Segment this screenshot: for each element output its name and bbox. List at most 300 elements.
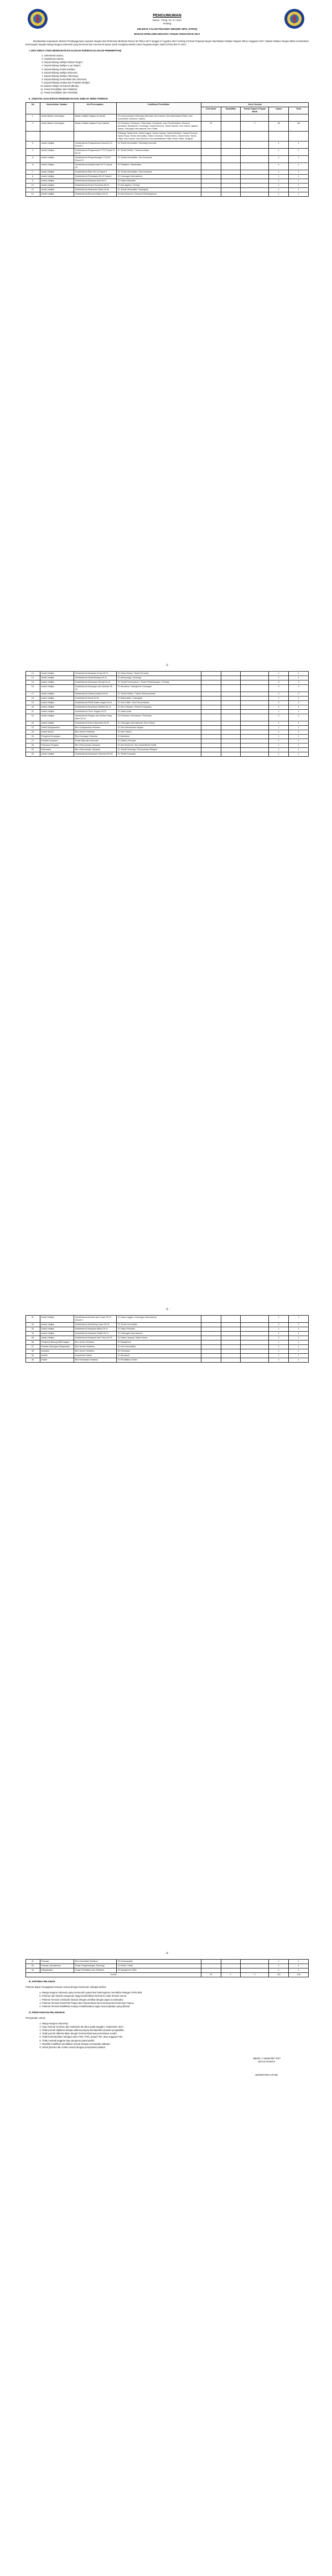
signature-place: Jakarta, 1 September 2017 — [252, 2056, 281, 2060]
cell-total: 2 — [289, 701, 309, 705]
cell-kualifikasi: S1 Ilmu Ekonomi / Ekonomi Pembangunan — [116, 192, 201, 197]
col-kualifikasi: Kualifikasi Pendidikan — [116, 103, 201, 114]
cell-papua — [241, 1316, 269, 1323]
page-1 — [0, 0, 332, 644]
cell-kualifikasi: S1 Matematika / Kriptografi — [116, 697, 201, 701]
cell-unit: Subdirektorat Politik Dalam Negeri Dit 11 — [74, 701, 116, 705]
cell-jabatan: Pranata Laboratorium — [40, 1964, 74, 1968]
cell-unit: Subdirektorat Kontra Terorisme Dit 31 — [74, 184, 116, 188]
subject-line-1: SELEKSI CALON PEGAWAI NEGERI SIPIL (CPNS) — [137, 27, 198, 30]
requirement-item: 1. Warga Negara Indonesia; — [42, 2022, 309, 2025]
cell-disabilitas — [221, 149, 241, 156]
cell-total — [289, 132, 309, 142]
cell-total: 1 — [289, 672, 309, 676]
cell-kualifikasi: S1 Teknik Komputer — [116, 752, 201, 756]
cell-total: 2 — [289, 1336, 309, 1341]
cell-jabatan: Analis Intelijen — [40, 1323, 74, 1327]
unit-list-item: 11. Pusat Pendidikan dan Pelatihan; — [44, 88, 309, 91]
cell-cumlaude — [201, 714, 221, 721]
cell-papua — [241, 752, 269, 756]
cell-no: 26. — [26, 735, 40, 739]
cell-umum: 1 — [269, 1349, 289, 1354]
criteria-item: e. Pelamar formasi Disabilitas mampu melaksanakan tugas sesuai jabatan yang dilamar. — [42, 2005, 309, 2008]
cell-cumlaude — [201, 676, 221, 680]
cell-cumlaude — [201, 1349, 221, 1354]
cell-jabatan: Pranata Komputer — [40, 739, 74, 744]
cell-total: 1 — [289, 705, 309, 710]
cell-unit: Biro Perencanaan Sestama — [74, 747, 116, 752]
cell-papua — [241, 747, 269, 752]
cell-cumlaude — [201, 1354, 221, 1358]
cell-total: 1 — [289, 739, 309, 744]
cell-umum: 1 — [269, 726, 289, 730]
cell-total: 1 — [289, 1316, 309, 1323]
cell-disabilitas — [221, 705, 241, 710]
cell-unit: Pusat Data dan Informasi — [74, 739, 116, 744]
cell-total: 1 — [289, 1327, 309, 1332]
cell-papua — [241, 156, 269, 163]
cell-no: 33. — [26, 1327, 40, 1332]
section-2-heading: II. JABATAN, KUALIFIKASI PENDIDIKAN DAN JUMLAH JENIS FORMASI — [29, 97, 108, 101]
col-umum: Umum — [269, 107, 289, 114]
col-unit: Unit Penempatan — [74, 103, 116, 114]
table-row — [26, 685, 309, 692]
total-papua: 3 — [241, 1973, 269, 1977]
cell-total: 1 — [289, 149, 309, 156]
cell-cumlaude — [201, 721, 221, 726]
section-4-heading: IV. PERSYARATAN PELAMARAN — [29, 2010, 65, 2014]
cell-no: 7. — [26, 170, 40, 175]
cell-disabilitas — [221, 697, 241, 701]
cell-kualifikasi: S1 Teknik Elektro / Telekomunikasi — [116, 149, 201, 156]
cell-kualifikasi: D3 Kearsipan — [116, 1349, 201, 1354]
cell-cumlaude — [201, 692, 221, 697]
cell-jabatan: Analis Intelijen — [40, 676, 74, 680]
unit-list-item: 7. Deputi Bidang Intelijen Teknologi; — [44, 75, 309, 78]
cell-papua — [241, 739, 269, 744]
col-disabilitas: Disabilitas — [221, 107, 241, 114]
cell-no: 2. — [26, 122, 40, 132]
cell-total: 1 — [289, 1332, 309, 1336]
cell-no: 15. — [26, 680, 40, 685]
cell-cumlaude — [201, 739, 221, 744]
cell-disabilitas — [221, 184, 241, 188]
cell-no: 12. — [26, 192, 40, 197]
cell-cumlaude — [201, 697, 221, 701]
cell-papua — [241, 1968, 269, 1973]
cell-jabatan: Pengelola Keuangan — [40, 735, 74, 739]
cell-jabatan: Pranata Hubungan Masyarakat — [40, 1345, 74, 1349]
cell-unit: Subdirektorat Pengamanan FTTH Deputi VI Dir 62 — [74, 149, 116, 156]
cell-jabatan: Analis Intelijen — [40, 685, 74, 692]
cell-unit: Biro Kepegawaian Sestama — [74, 726, 116, 730]
cell-disabilitas — [221, 1336, 241, 1341]
cell-kualifikasi: S1 Hubungan Internasional — [116, 1332, 201, 1336]
signature-title: KETUA PANITIA — [258, 2060, 276, 2063]
unit-list-item: 8. Deputi Bidang Komunikasi dan Informasi; — [44, 78, 309, 81]
cell-disabilitas — [221, 752, 241, 756]
cell-kualifikasi: S1 Akuntansi — [116, 1354, 201, 1358]
cell-total: 1 — [289, 743, 309, 747]
unit-list — [25, 54, 309, 95]
table-row — [26, 730, 309, 735]
cell-disabilitas — [221, 1349, 241, 1354]
cell-kualifikasi: S1 Teknik Informatika / Ilmu Komputer — [116, 156, 201, 163]
cell-jabatan: Analis Intelijen — [40, 697, 74, 701]
cell-papua — [241, 132, 269, 142]
cell-total: 1 — [289, 1358, 309, 1363]
unit-list-item: 1. Sekretariat Utama; — [44, 54, 309, 57]
table-row — [26, 184, 309, 188]
cell-no: 37. — [26, 1345, 40, 1349]
cell-disabilitas — [221, 179, 241, 184]
cell-jabatan: Analis Intelijen — [40, 692, 74, 697]
cell-no: 20. — [26, 705, 40, 710]
cell-cumlaude — [201, 170, 221, 175]
cell-disabilitas — [221, 1968, 241, 1973]
cell-cumlaude — [201, 1358, 221, 1363]
cell-papua — [241, 163, 269, 170]
cell-cumlaude — [201, 1345, 221, 1349]
criteria-item: a. Warga Negara Indonesia yang memenuhi syarat dan berkeinginan mendaftar sebagai CPNS BIN; — [42, 1991, 309, 1994]
cell-umum: 1 — [269, 156, 289, 163]
cell-jabatan: Analis Intelijen — [40, 170, 74, 175]
cell-no: 31. — [26, 1316, 40, 1323]
cell-no: 6. — [26, 163, 40, 170]
cell-papua: 3 — [241, 122, 269, 132]
cell-jabatan: Analis Intelijen — [40, 752, 74, 756]
cell-kualifikasi: S1 Sastra Arab — [116, 710, 201, 714]
cell-umum: 1 — [269, 676, 289, 680]
cell-disabilitas — [221, 1960, 241, 1964]
cell-unit: Subdirektorat Keamanan Informasi Dit 65 — [74, 752, 116, 756]
cell-cumlaude — [201, 1964, 221, 1968]
cell-papua — [241, 710, 269, 714]
cell-unit: Subdirektorat Penginderaan Visual Di-23 Deputi II — [74, 142, 116, 149]
cell-unit: Pusat Pendidikan dan Pelatihan — [74, 1968, 116, 1973]
cell-umum: 1 — [269, 1332, 289, 1336]
total-total: 140 — [289, 1973, 309, 1977]
cell-disabilitas — [221, 692, 241, 697]
cell-papua — [241, 685, 269, 692]
cell-no: 41. — [26, 1960, 40, 1964]
cell-umum: 2 — [269, 692, 289, 697]
cell-no: 10. — [26, 184, 40, 188]
table-row — [26, 743, 309, 747]
cell-unit: Subdirektorat Monitoring Cyber Dit 24 — [74, 1323, 116, 1327]
cell-kualifikasi: S1 Pertanian, Perikanan, Peternakan, Kehutanan, Ilmu Pemerintahan, Ekonomi, Akuntansi, Manajemen, Keuangan, Sosial Ekonomi, Teknik Industri, Ilmu Hukum, Agama, Sastra, Hubungan Internasional, Ilmu Politik — [116, 122, 201, 132]
cell-unit: Subdirektorat Keuangan dan Moneter Dit 43 — [74, 685, 116, 692]
cell-unit: Badan Intelijen Negara di Daerah — [74, 114, 116, 122]
cell-cumlaude — [201, 1960, 221, 1964]
cell-cumlaude — [201, 184, 221, 188]
cell-papua — [241, 721, 269, 726]
cell-no: 23. — [26, 721, 40, 726]
intro-paragraph: Berdasarkan Keputusan Menteri Pendayagunaan Aparatur Negara dan Reformasi Birokrasi Nomor 82 Tahun 2017 tanggal 17 Agustus 2017 tentang Formasi Pegawai Negeri Sipil Badan Intelijen Negara Tahun Anggaran 2017, Badan Intelijen Negara (BIN) memberikan kesempatan kepada Warga Negara Indonesia yang berminat dan memenuhi syarat untuk mengikuti seleksi Calon Pegawai Negeri Sipil (CPNS) BIN TA 2017. — [25, 39, 309, 46]
table-row — [26, 1336, 309, 1341]
cell-cumlaude — [201, 680, 221, 685]
cell-unit: Subdirektorat Keamanan Energi Dit 42 — [74, 680, 116, 685]
cell-cumlaude — [201, 705, 221, 710]
cell-total: 1 — [289, 676, 309, 680]
cell-kualifikasi: S1 Teknik Informatika / Kriptografi — [116, 188, 201, 192]
cell-umum: 1 — [269, 697, 289, 701]
col-jabatan: Nomenklatur Jabatan — [40, 103, 74, 114]
table-row — [26, 1960, 309, 1964]
cell-cumlaude — [201, 114, 221, 122]
cell-papua — [241, 743, 269, 747]
cell-no: 25. — [26, 730, 40, 735]
requirement-item: 7. Memiliki kualifikasi pendidikan sesuai dengan persyaratan jabatan; — [42, 2043, 309, 2046]
cell-kualifikasi: S1 Teknik Perminyakan / Teknik Pertambangan / Geologi — [116, 680, 201, 685]
table-row — [26, 1341, 309, 1345]
cell-unit: Subdirektorat Analisis Data Dit 71 Deputi VII — [74, 163, 116, 170]
table-row — [26, 680, 309, 685]
cell-kualifikasi: S1 Ilmu Kelautan / Teknik Perkapalan — [116, 705, 201, 710]
cell-jabatan: Perawat — [40, 1960, 74, 1964]
cell-kualifikasi: S1 Ilmu Politik / Ilmu Pemerintahan — [116, 701, 201, 705]
cell-total — [289, 114, 309, 122]
cell-total: 1 — [289, 1341, 309, 1345]
cell-papua — [241, 1327, 269, 1332]
table-row — [26, 676, 309, 680]
cell-jabatan: Analis Intelijen — [40, 701, 74, 705]
cell-papua — [241, 730, 269, 735]
cell-papua — [241, 680, 269, 685]
cell-jabatan: Analis Intelijen — [40, 188, 74, 192]
cell-total: 88 — [289, 122, 309, 132]
criteria-item: d. Pelamar formasi Putra/Putri Papua dan Papua Barat harus berasal dari keturunan Papua; — [42, 2002, 309, 2005]
cell-umum: 1 — [269, 710, 289, 714]
cell-disabilitas — [221, 676, 241, 680]
cell-no: 4. — [26, 149, 40, 156]
cell-cumlaude — [201, 752, 221, 756]
table-row — [26, 1332, 309, 1336]
cell-unit — [74, 132, 116, 142]
cell-disabilitas — [221, 735, 241, 739]
cell-kualifikasi: S1 Teknik Informatika — [116, 1323, 201, 1327]
cell-umum: 1 — [269, 735, 289, 739]
cell-disabilitas — [221, 156, 241, 163]
cell-unit: Biro Umum Sestama — [74, 1349, 116, 1354]
cell-kualifikasi: S1 Sastra Inggris / Hubungan Internasional — [116, 1316, 201, 1323]
cell-disabilitas — [221, 714, 241, 721]
cell-no: 36. — [26, 1341, 40, 1345]
table-row — [26, 188, 309, 192]
cell-papua — [241, 184, 269, 188]
cell-kualifikasi: S1 Sistem Informasi — [116, 739, 201, 744]
cell-papua — [241, 1345, 269, 1349]
cell-no — [26, 132, 40, 142]
cell-disabilitas — [221, 1327, 241, 1332]
cell-cumlaude — [201, 743, 221, 747]
cell-disabilitas — [221, 1358, 241, 1363]
cell-umum: 1 — [269, 705, 289, 710]
cell-total: 1 — [289, 1960, 309, 1964]
cell-kualifikasi: S1 Sastra Mandarin — [116, 179, 201, 184]
table-row — [26, 1327, 309, 1332]
cell-disabilitas — [221, 122, 241, 132]
cell-papua — [241, 726, 269, 730]
total-row — [26, 1973, 309, 1977]
cell-disabilitas — [221, 730, 241, 735]
requirement-item: 5. Tidak berkedudukan sebagai calon PNS, PNS, prajurit TNI, atau anggota Polri; — [42, 2035, 309, 2039]
unit-list-item: 5. Deputi Bidang Kontra Intelijen; — [44, 68, 309, 71]
cell-disabilitas — [221, 1332, 241, 1336]
cell-unit: Badan Intelijen Negara Pusat Jakarta — [74, 122, 116, 132]
table-row — [26, 1354, 309, 1358]
cell-jabatan: Perencana — [40, 747, 74, 752]
table-row — [26, 170, 309, 175]
cell-cumlaude — [201, 156, 221, 163]
total-umum: 115 — [269, 1973, 289, 1977]
cell-kualifikasi: S1 Statistika / Matematika — [116, 163, 201, 170]
cell-umum: 1 — [269, 163, 289, 170]
cell-unit: Biro Hukum Sestama — [74, 730, 116, 735]
table-row — [26, 156, 309, 163]
cell-umum: 1 — [269, 721, 289, 726]
cell-unit: Subdirektorat Pengembangan TI Dit 62 Deputi VI — [74, 156, 116, 163]
requirement-item: 8. Sehat jasmani dan rohani sesuai dengan persyaratan jabatan. — [42, 2046, 309, 2049]
cell-papua — [241, 170, 269, 175]
cell-disabilitas — [221, 721, 241, 726]
cell-no: 14. — [26, 676, 40, 680]
cell-jabatan: Analis Intelijen — [40, 1332, 74, 1336]
document-header — [25, 13, 309, 36]
cell-no: 32. — [26, 1323, 40, 1327]
cell-unit: Subdirektorat Ekonomi Makro Dit 41 — [74, 192, 116, 197]
table-row — [26, 721, 309, 726]
cell-disabilitas — [221, 163, 241, 170]
cell-no: 18. — [26, 697, 40, 701]
cell-total: 1 — [289, 192, 309, 197]
cell-jabatan: Penyusun Program — [40, 743, 74, 747]
cell-jabatan: Widyaiswara — [40, 1968, 74, 1973]
formation-table-continued — [25, 1959, 309, 1977]
cell-total: 2 — [289, 1323, 309, 1327]
section-3-heading: III. KRITERIA PELAMAR — [29, 1980, 55, 1983]
cell-total: 1 — [289, 721, 309, 726]
cell-no: 40. — [26, 1358, 40, 1363]
cell-kualifikasi: S1 Akuntansi / Manajemen Keuangan — [116, 685, 201, 692]
cell-umum: 1 — [269, 743, 289, 747]
cell-no: 8. — [26, 175, 40, 179]
cell-cumlaude — [201, 747, 221, 752]
criteria-item: c. Pelamar formasi Cumlaude lulusan dengan predikat dengan pujian (cumlaude); — [42, 1998, 309, 2002]
cell-disabilitas — [221, 726, 241, 730]
cell-disabilitas — [221, 672, 241, 676]
cell-umum: 1 — [269, 1341, 289, 1345]
table-row — [26, 747, 309, 752]
cell-jabatan: Analis Intelijen — [40, 1327, 74, 1332]
cell-total: 1 — [289, 175, 309, 179]
unit-list-item: 9. Deputi Bidang Analisa dan Produksi Intelijen; — [44, 81, 309, 85]
cell-jabatan: Analis Intelijen — [40, 672, 74, 676]
cell-umum: 1 — [269, 1345, 289, 1349]
cell-papua — [241, 1323, 269, 1327]
total-disabilitas: 2 — [221, 1973, 241, 1977]
cell-kualifikasi: S1 Manajemen — [116, 1341, 201, 1345]
cell-total: 1 — [289, 726, 309, 730]
unit-list-item: 3. Deputi Bidang Intelijen Dalam Negeri; — [44, 61, 309, 64]
cell-unit: Subdirektorat Sosial Budaya Dit 12 — [74, 676, 116, 680]
table-row — [26, 1345, 309, 1349]
cell-cumlaude: 10 — [201, 122, 221, 132]
cell-cumlaude — [201, 701, 221, 705]
table-row — [26, 192, 309, 197]
cell-disabilitas — [221, 175, 241, 179]
cell-total: 1 — [289, 752, 309, 756]
cell-cumlaude — [201, 163, 221, 170]
cell-disabilitas — [221, 743, 241, 747]
signature-name: SEKRETARIS UTAMA — [255, 2073, 278, 2076]
formation-table-continued — [25, 671, 309, 757]
table-row — [26, 114, 309, 122]
cell-umum: 1 — [269, 752, 289, 756]
cell-kualifikasi: S1 Sastra Jepang / Sastra Korea — [116, 1336, 201, 1341]
cell-umum: 1 — [269, 1354, 289, 1358]
cell-jabatan: Analis Bahan Keterangan — [40, 122, 74, 132]
cell-jabatan: Pengelola Barang Milik Negara — [40, 1341, 74, 1345]
cell-disabilitas — [221, 685, 241, 692]
cell-cumlaude — [201, 188, 221, 192]
cell-total: 1 — [289, 170, 309, 175]
cell-unit: Subdirektorat Kawasan Pasifik Dit 21 — [74, 1332, 116, 1336]
requirement-item: 3. Tidak pernah dipidana dengan pidana penjara berdasarkan putusan pengadilan; — [42, 2029, 309, 2032]
cell-kualifikasi: S1 Teknik Planologi / Perencanaan Wilayah — [116, 747, 201, 752]
cell-disabilitas — [221, 710, 241, 714]
cell-jabatan: Analis Intelijen — [40, 184, 74, 188]
cell-papua — [241, 149, 269, 156]
formation-table-continued — [25, 1315, 309, 1363]
cell-papua — [241, 192, 269, 197]
cell-total: 1 — [289, 710, 309, 714]
table-row — [26, 1349, 309, 1354]
cell-no: 43. — [26, 1968, 40, 1973]
cell-papua — [241, 1341, 269, 1345]
cell-unit: Subdirektorat Telekomunikasi Dit 63 — [74, 692, 116, 697]
page-number: - 3 - — [164, 1308, 170, 1311]
cell-disabilitas — [221, 739, 241, 744]
requirement-item: 2. Usia minimal 18 tahun dan maksimal 35 tahun pada tanggal 1 September 2017; — [42, 2025, 309, 2029]
cell-total: 1 — [289, 747, 309, 752]
cell-no: 29. — [26, 747, 40, 752]
cell-no: 1. — [26, 114, 40, 122]
cell-papua — [241, 735, 269, 739]
cell-umum — [269, 114, 289, 122]
page-number: - 2 - — [164, 664, 170, 667]
table-row — [26, 672, 309, 676]
cell-total: 2 — [289, 685, 309, 692]
cell-jabatan: Analis Intelijen — [40, 1336, 74, 1341]
table-row — [26, 149, 309, 156]
table-row — [26, 726, 309, 730]
cell-kualifikasi: S1 Ilmu Hukum — [116, 730, 201, 735]
table-row — [26, 692, 309, 697]
cell-cumlaude — [201, 1968, 221, 1973]
cell-cumlaude — [201, 1327, 221, 1332]
cell-no: 30. — [26, 752, 40, 756]
cell-papua — [241, 714, 269, 721]
cell-no: 22. — [26, 714, 40, 721]
cell-cumlaude — [201, 132, 221, 142]
criteria-item: b. Pelamar dari lulusan perguruan tinggi terakreditasi minimal B untuk formasi umum; — [42, 1994, 309, 1998]
table-row — [26, 714, 309, 721]
cell-unit: Subdirektorat Pangan dan Sumber Daya Alam Dit 44 — [74, 714, 116, 721]
cell-jabatan: Analis Bahan Keterangan — [40, 114, 74, 122]
cell-no: 17. — [26, 692, 40, 697]
cell-jabatan: Analis Intelijen — [40, 179, 74, 184]
